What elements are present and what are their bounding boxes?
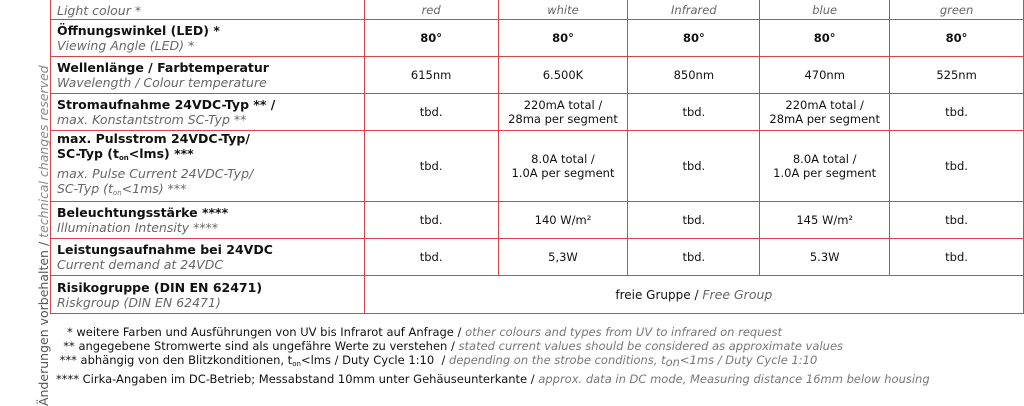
label-en: Current demand at 24VDC [57, 257, 224, 272]
table-row-wavelength [51, 57, 1024, 94]
table-cell: tbd. [364, 202, 498, 239]
label-de: Beleuchtungsstärke **** [57, 205, 229, 220]
footnote [56, 353, 930, 371]
table-row-viewing-angle [51, 20, 1024, 57]
table-row-illumination [51, 202, 1024, 239]
label-de: max. Pulsstrom 24VDC-Typ/ [57, 131, 250, 146]
label-en: Riskgroup (DIN EN 62471) [57, 294, 221, 310]
header-cell: blue [760, 0, 890, 20]
merged-en: Free Group [702, 287, 773, 302]
cell-line: 220mA total / [523, 98, 603, 112]
subscript-on: on [292, 360, 301, 369]
label-de: Öffnungswinkel (LED) * [57, 23, 220, 38]
table-cell [364, 131, 498, 202]
label-en: max. Pulse Current 24VDC-Typ/ [57, 166, 254, 181]
footnote-de: <lms / Duty Cycle 1:10 / [300, 353, 446, 368]
side-note-text [36, 65, 51, 406]
table-cell [628, 94, 760, 131]
label-de-part: SC-Typ (t [57, 146, 119, 161]
side-note-en: technical changes reserved [36, 65, 51, 238]
table-cell [890, 131, 1024, 202]
subscript-on: on [119, 154, 129, 162]
table-cell: 80° [628, 20, 760, 57]
table-cell: tbd. [890, 202, 1024, 239]
footnote-de: ** angegebene Stromwerte sind als ungefähre Werte zu verstehen / [56, 339, 455, 354]
footnote-de: **** Cirka-Angaben im DC-Betrieb; Messabstand 10mm unter Gehäuseunterkante / [56, 371, 535, 386]
cell-line: 1.0A per segment [773, 166, 877, 180]
table-cell: 6.500K [498, 57, 628, 94]
label-de: Leistungsaufnahme bei 24VDC [57, 242, 273, 257]
table-row-light-colour [51, 0, 1024, 20]
cell-line: 28mA per segment [769, 112, 880, 126]
table-cell: 140 W/m² [498, 202, 628, 239]
table-cell [890, 94, 1024, 131]
footnote-en: approx. data in DC mode, Measuring distance 16mm below housing [538, 371, 930, 386]
cell-line: 8.0A total / [531, 152, 595, 166]
table-cell: 80° [760, 20, 890, 57]
subscript-on: on [112, 189, 122, 197]
side-note [0, 0, 51, 406]
table-cell: 80° [890, 20, 1024, 57]
table-cell: 80° [364, 20, 498, 57]
table-cell [760, 131, 890, 202]
table-cell: 80° [498, 20, 628, 57]
footnote-en: <1ms / Duty Cycle 1:10 [679, 353, 818, 368]
footnote [56, 339, 930, 353]
spec-table [50, 0, 1024, 314]
side-note-de: Änderungen vorbehalten / [36, 241, 51, 406]
table-cell: tbd. [628, 239, 760, 276]
table-cell: 615nm [364, 57, 498, 94]
label-de: Risikogruppe (DIN EN 62471) [57, 279, 263, 295]
table-cell: 850nm [628, 57, 760, 94]
merged-cell [364, 276, 1023, 314]
row-label [51, 0, 365, 20]
table-row-riskgroup [51, 276, 1024, 314]
label-en: Viewing Angle (LED) * [57, 38, 195, 53]
label-de [57, 146, 360, 166]
cell-line: 1.0A per segment [511, 166, 615, 180]
table-cell: 5,3W [498, 239, 628, 276]
row-label [51, 276, 365, 314]
label-en: max. Konstantstrom SC-Typ ** [57, 112, 247, 127]
footnote [56, 372, 930, 386]
footnote-de: * weitere Farben und Ausführungen von UV bis Infrarot auf Anfrage / [56, 325, 462, 339]
row-label [51, 131, 365, 202]
header-cell: green [890, 0, 1024, 20]
row-label [51, 94, 365, 131]
header-cell: white [498, 0, 628, 20]
cell-line: tbd. [945, 159, 968, 173]
header-cell: red [364, 0, 498, 20]
footnote-en: depending on the strobe conditions, t [449, 353, 666, 368]
footnote [56, 325, 930, 339]
footnote-de: *** abhängig von den Blitzkonditionen, t [56, 353, 293, 368]
cell-line: tbd. [419, 159, 443, 173]
label-de: Stromaufnahme 24VDC-Typ ** / [57, 97, 276, 112]
table-cell: tbd. [890, 239, 1024, 276]
cell-line: 220mA total / [785, 98, 864, 112]
cell-line: tbd. [682, 105, 706, 119]
table-cell [498, 94, 628, 131]
table-cell: 5.3W [760, 239, 890, 276]
table-cell [760, 94, 890, 131]
row-label [51, 20, 365, 57]
label-de: Wellenlänge / Farbtemperatur [57, 60, 269, 75]
table-row-power [51, 239, 1024, 276]
table-cell [364, 94, 498, 131]
table-cell: tbd. [364, 239, 498, 276]
table-cell: 470nm [760, 57, 890, 94]
label-de-part: <lms) *** [128, 146, 194, 161]
cell-line: 8.0A total / [792, 152, 857, 166]
label-en [57, 181, 360, 201]
merged-de: freie Gruppe / [615, 288, 699, 302]
cell-line: 28ma per segment [508, 112, 618, 126]
table-cell: tbd. [628, 202, 760, 239]
cell-line: tbd. [682, 159, 706, 173]
footnote-en: other colours and types from UV to infrared on request [465, 325, 783, 339]
row-label [51, 57, 365, 94]
table-row-current [51, 94, 1024, 131]
table-cell: 525nm [890, 57, 1024, 94]
row-label [51, 239, 365, 276]
row-label [51, 202, 365, 239]
subscript-on: on [665, 355, 680, 370]
label-en: Illumination Intensity **** [57, 220, 219, 235]
label-en: Wavelength / Colour temperature [57, 75, 267, 90]
label-en: Light colour * [57, 3, 142, 18]
cell-line: tbd. [419, 105, 443, 119]
cell-line: tbd. [945, 105, 968, 119]
table-cell [628, 131, 760, 202]
table-cell: 145 W/m² [760, 202, 890, 239]
table-cell [498, 131, 628, 202]
table-row-pulse-current [51, 131, 1024, 202]
label-en-part: SC-Typ (t [57, 181, 113, 196]
label-en-part: <1ms) *** [121, 181, 187, 196]
header-cell: Infrared [628, 0, 760, 20]
footnotes [56, 325, 930, 386]
footnote-en: stated current values should be considered as approximate values [458, 339, 844, 354]
